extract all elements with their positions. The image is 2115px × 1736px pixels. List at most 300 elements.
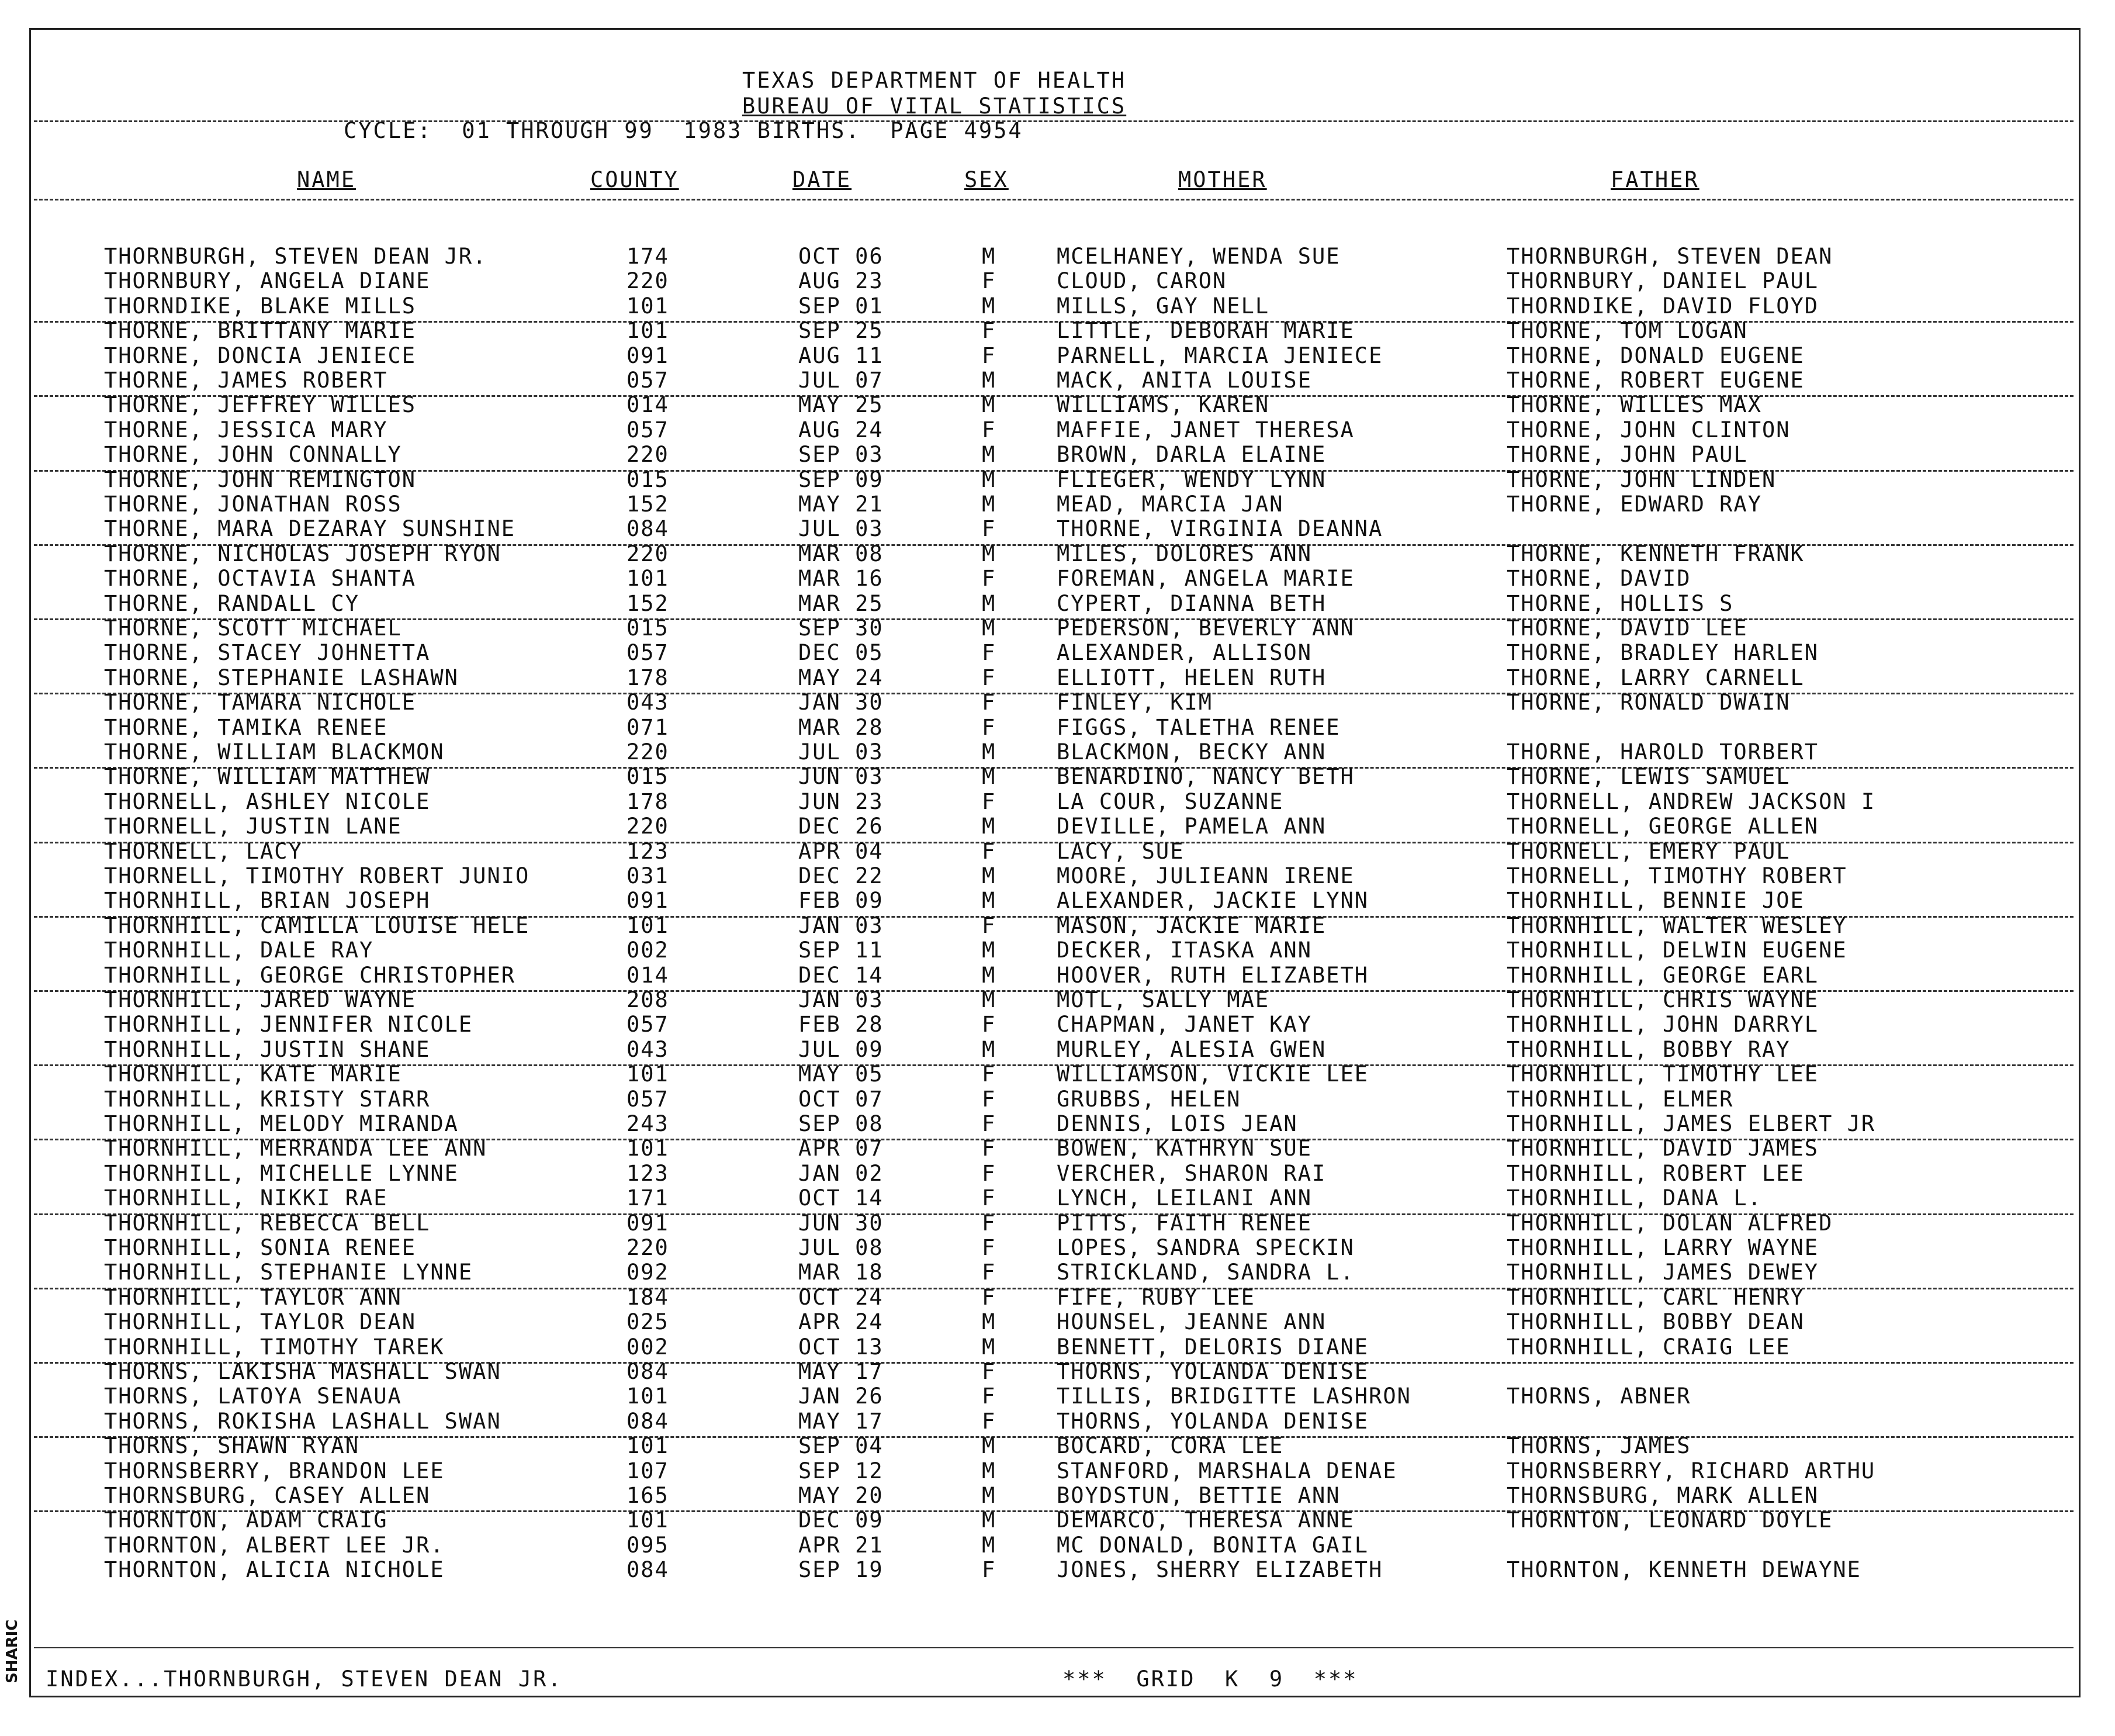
footer-grid-reference: *** GRID K 9 *** <box>1062 1666 1358 1692</box>
record-father: THORNE, JOHN PAUL <box>1507 442 1748 468</box>
column-header-date: DATE <box>792 167 852 192</box>
record-mother: DEVILLE, PAMELA ANN <box>1057 814 1327 839</box>
record-date: JUL 03 <box>798 516 884 542</box>
record-row <box>0 864 2115 888</box>
record-sex: M <box>982 938 996 963</box>
record-name: THORNHILL, KATE MARIE <box>104 1061 402 1087</box>
record-father: THORNE, LEWIS SAMUEL <box>1507 764 1791 790</box>
column-header-name: NAME <box>297 167 356 192</box>
record-row <box>0 666 2115 690</box>
header-bureau: BUREAU OF VITAL STATISTICS <box>742 94 1127 119</box>
record-row <box>0 1434 2115 1458</box>
record-father: THORNHILL, DAVID JAMES <box>1507 1136 1819 1161</box>
record-county: 107 <box>626 1458 669 1483</box>
record-father: THORNE, BRADLEY HARLEN <box>1507 640 1819 666</box>
record-date: SEP 30 <box>798 615 884 641</box>
record-county: 002 <box>626 1334 669 1360</box>
record-row <box>0 641 2115 665</box>
record-date: OCT 06 <box>798 244 884 269</box>
record-sex: F <box>982 838 996 864</box>
record-county: 031 <box>626 863 669 888</box>
record-row <box>0 988 2115 1012</box>
record-mother: STANFORD, MARSHALA DENAE <box>1057 1458 1397 1483</box>
record-row <box>0 244 2115 269</box>
record-name: THORNHILL, CAMILLA LOUISE HELE <box>104 912 530 938</box>
record-name: THORNHILL, MERRANDA LEE ANN <box>104 1136 487 1161</box>
record-sex: M <box>982 1433 996 1459</box>
record-row <box>0 1062 2115 1087</box>
record-mother: MOTL, SALLY MAE <box>1057 987 1270 1012</box>
record-date: AUG 11 <box>798 343 884 368</box>
record-sex: F <box>982 343 996 368</box>
record-row <box>0 1012 2115 1037</box>
record-sex: M <box>982 987 996 1012</box>
record-county: 208 <box>626 987 669 1012</box>
record-county: 220 <box>626 814 669 839</box>
footer-rule <box>34 1647 2074 1648</box>
record-name: THORNBURY, ANGELA DIANE <box>104 268 431 294</box>
record-name: THORNBURGH, STEVEN DEAN JR. <box>104 244 487 269</box>
record-date: SEP 09 <box>798 466 884 492</box>
record-sex: F <box>982 318 996 344</box>
record-name: THORNHILL, BRIAN JOSEPH <box>104 888 431 914</box>
record-father: THORNHILL, LARRY WAYNE <box>1507 1235 1819 1260</box>
record-mother: LOPES, SANDRA SPECKIN <box>1057 1235 1355 1260</box>
record-sex: M <box>982 1483 996 1508</box>
record-mother: LA COUR, SUZANNE <box>1057 789 1284 814</box>
record-date: SEP 04 <box>798 1433 884 1459</box>
record-sex: F <box>982 714 996 740</box>
record-date: MAY 05 <box>798 1061 884 1087</box>
record-county: 057 <box>626 417 669 442</box>
record-county: 174 <box>626 244 669 269</box>
record-county: 101 <box>626 1433 669 1459</box>
record-name: THORNE, JOHN CONNALLY <box>104 442 402 468</box>
record-mother: MEAD, MARCIA JAN <box>1057 492 1284 517</box>
record-mother: STRICKLAND, SANDRA L. <box>1057 1260 1355 1285</box>
record-row <box>0 344 2115 368</box>
record-name: THORNHILL, KRISTY STARR <box>104 1086 431 1112</box>
record-father: THORNHILL, BOBBY DEAN <box>1507 1309 1805 1335</box>
record-sex: M <box>982 962 996 988</box>
record-mother: CLOUD, CARON <box>1057 268 1227 294</box>
record-sex: F <box>982 1384 996 1409</box>
record-county: 123 <box>626 1160 669 1186</box>
record-name: THORNE, JAMES ROBERT <box>104 368 388 393</box>
record-mother: THORNS, YOLANDA DENISE <box>1057 1408 1369 1434</box>
record-father: THORNHILL, CHRIS WAYNE <box>1507 987 1819 1012</box>
record-sex: M <box>982 368 996 393</box>
record-name: THORNSBERRY, BRANDON LEE <box>104 1458 445 1483</box>
record-sex: F <box>982 690 996 715</box>
record-name: THORNELL, LACY <box>104 838 303 864</box>
record-date: SEP 01 <box>798 293 884 319</box>
record-date: JAN 02 <box>798 1160 884 1186</box>
record-date: JUN 23 <box>798 789 884 814</box>
record-mother: MACK, ANITA LOUISE <box>1057 368 1312 393</box>
record-sex: M <box>982 541 996 566</box>
record-county: 171 <box>626 1185 669 1211</box>
record-county: 101 <box>626 566 669 592</box>
record-name: THORNE, WILLIAM MATTHEW <box>104 764 431 790</box>
record-county: 084 <box>626 1359 669 1384</box>
record-row <box>0 1236 2115 1260</box>
record-date: OCT 24 <box>798 1284 884 1310</box>
record-father: THORNELL, GEORGE ALLEN <box>1507 814 1819 839</box>
record-row <box>0 566 2115 591</box>
record-date: OCT 13 <box>798 1334 884 1360</box>
record-row <box>0 1285 2115 1310</box>
record-date: MAR 25 <box>798 590 884 616</box>
record-sex: F <box>982 566 996 592</box>
record-mother: PITTS, FAITH RENEE <box>1057 1210 1312 1236</box>
record-mother: MILES, DOLORES ANN <box>1057 541 1312 566</box>
record-county: 002 <box>626 938 669 963</box>
record-mother: VERCHER, SHARON RAI <box>1057 1160 1327 1186</box>
record-date: DEC 22 <box>798 863 884 888</box>
record-date: JAN 03 <box>798 987 884 1012</box>
record-father: THORNHILL, TIMOTHY LEE <box>1507 1061 1819 1087</box>
record-county: 152 <box>626 590 669 616</box>
record-mother: BENNETT, DELORIS DIANE <box>1057 1334 1369 1360</box>
record-father: THORNHILL, DELWIN EUGENE <box>1507 938 1847 963</box>
record-date: AUG 24 <box>798 417 884 442</box>
record-mother: LITTLE, DEBORAH MARIE <box>1057 318 1355 344</box>
record-date: OCT 07 <box>798 1086 884 1112</box>
record-name: THORNHILL, TAYLOR ANN <box>104 1284 402 1310</box>
record-name: THORNE, BRITTANY MARIE <box>104 318 417 344</box>
record-name: THORNE, TAMARA NICHOLE <box>104 690 417 715</box>
column-header-mother: MOTHER <box>1178 167 1267 192</box>
record-sex: M <box>982 1036 996 1062</box>
record-county: 057 <box>626 1012 669 1038</box>
record-sex: M <box>982 466 996 492</box>
record-row <box>0 442 2115 467</box>
record-father: THORNE, LARRY CARNELL <box>1507 665 1805 690</box>
record-mother: BOWEN, KATHRYN SUE <box>1057 1136 1312 1161</box>
record-mother: GRUBBS, HELEN <box>1057 1086 1241 1112</box>
record-row <box>0 517 2115 541</box>
record-county: 014 <box>626 392 669 418</box>
record-county: 084 <box>626 1557 669 1583</box>
record-date: FEB 28 <box>798 1012 884 1038</box>
record-mother: BOYDSTUN, BETTIE ANN <box>1057 1483 1341 1508</box>
record-county: 101 <box>626 1136 669 1161</box>
record-father: THORNHILL, WALTER WESLEY <box>1507 912 1847 938</box>
record-name: THORNTON, ALICIA NICHOLE <box>104 1557 445 1583</box>
record-county: 014 <box>626 962 669 988</box>
record-county: 220 <box>626 268 669 294</box>
record-county: 178 <box>626 789 669 814</box>
record-sex: F <box>982 665 996 690</box>
record-county: 101 <box>626 318 669 344</box>
record-date: APR 04 <box>798 838 884 864</box>
record-name: THORNE, JONATHAN ROSS <box>104 492 402 517</box>
record-date: JUL 07 <box>798 368 884 393</box>
column-header-county: COUNTY <box>590 167 679 192</box>
record-father: THORNE, HAROLD TORBERT <box>1507 739 1819 765</box>
record-name: THORNE, WILLIAM BLACKMON <box>104 739 445 765</box>
record-date: APR 21 <box>798 1532 884 1558</box>
record-mother: MC DONALD, BONITA GAIL <box>1057 1532 1369 1558</box>
record-county: 015 <box>626 466 669 492</box>
record-county: 178 <box>626 665 669 690</box>
record-mother: PEDERSON, BEVERLY ANN <box>1057 615 1355 641</box>
record-date: JAN 26 <box>798 1384 884 1409</box>
record-mother: WILLIAMSON, VICKIE LEE <box>1057 1061 1369 1087</box>
record-father: THORNHILL, ELMER <box>1507 1086 1734 1112</box>
record-date: JUN 03 <box>798 764 884 790</box>
record-mother: MASON, JACKIE MARIE <box>1057 912 1327 938</box>
record-date: FEB 09 <box>798 888 884 914</box>
record-mother: FINLEY, KIM <box>1057 690 1213 715</box>
record-name: THORNDIKE, BLAKE MILLS <box>104 293 417 319</box>
record-name: THORNELL, JUSTIN LANE <box>104 814 402 839</box>
record-mother: DEMARCO, THERESA ANNE <box>1057 1507 1355 1533</box>
record-date: JUL 03 <box>798 739 884 765</box>
record-name: THORNS, SHAWN RYAN <box>104 1433 359 1459</box>
record-mother: FIGGS, TALETHA RENEE <box>1057 714 1341 740</box>
record-father: THORNE, ROBERT EUGENE <box>1507 368 1805 393</box>
record-county: 092 <box>626 1260 669 1285</box>
record-row <box>0 888 2115 913</box>
record-date: JUL 08 <box>798 1235 884 1260</box>
record-name: THORNE, RANDALL CY <box>104 590 359 616</box>
record-sex: M <box>982 1334 996 1360</box>
record-father: THORNHILL, JAMES ELBERT JR <box>1507 1111 1876 1136</box>
record-date: MAR 28 <box>798 714 884 740</box>
record-county: 152 <box>626 492 669 517</box>
record-sex: F <box>982 1210 996 1236</box>
record-name: THORNS, ROKISHA LASHALL SWAN <box>104 1408 501 1434</box>
record-name: THORNHILL, SONIA RENEE <box>104 1235 417 1260</box>
header-cycle: CYCLE: 01 THROUGH 99 1983 BIRTHS. PAGE 4954 <box>344 118 1023 143</box>
record-county: 220 <box>626 541 669 566</box>
record-name: THORNS, LATOYA SENAUA <box>104 1384 402 1409</box>
record-row <box>0 1335 2115 1360</box>
record-name: THORNSBURG, CASEY ALLEN <box>104 1483 431 1508</box>
record-name: THORNE, DONCIA JENIECE <box>104 343 417 368</box>
record-name: THORNE, OCTAVIA SHANTA <box>104 566 417 592</box>
record-father: THORNSBURG, MARK ALLEN <box>1507 1483 1819 1508</box>
record-mother: PARNELL, MARCIA JENIECE <box>1057 343 1383 368</box>
record-name: THORNE, MARA DEZARAY SUNSHINE <box>104 516 516 542</box>
record-name: THORNHILL, JARED WAYNE <box>104 987 417 1012</box>
record-date: MAR 16 <box>798 566 884 592</box>
header-department: TEXAS DEPARTMENT OF HEALTH <box>742 68 1127 93</box>
record-county: 220 <box>626 1235 669 1260</box>
record-county: 025 <box>626 1309 669 1335</box>
record-row <box>0 368 2115 393</box>
record-sex: F <box>982 1408 996 1434</box>
record-row <box>0 1112 2115 1136</box>
record-sex: F <box>982 789 996 814</box>
record-sex: M <box>982 1532 996 1558</box>
record-sex: M <box>982 392 996 418</box>
record-county: 015 <box>626 764 669 790</box>
record-county: 243 <box>626 1111 669 1136</box>
record-date: DEC 26 <box>798 814 884 839</box>
record-father: THORNE, JOHN CLINTON <box>1507 417 1791 442</box>
record-county: 095 <box>626 1532 669 1558</box>
record-county: 101 <box>626 1507 669 1533</box>
record-county: 057 <box>626 1086 669 1112</box>
record-county: 165 <box>626 1483 669 1508</box>
record-sex: M <box>982 1507 996 1533</box>
record-name: THORNE, JEFFREY WILLES <box>104 392 417 418</box>
record-father: THORNHILL, JOHN DARRYL <box>1507 1012 1819 1038</box>
record-father: THORNDIKE, DAVID FLOYD <box>1507 293 1819 319</box>
record-name: THORNE, STACEY JOHNETTA <box>104 640 431 666</box>
record-name: THORNHILL, JUSTIN SHANE <box>104 1036 431 1062</box>
record-mother: ALEXANDER, JACKIE LYNN <box>1057 888 1369 914</box>
record-father: THORNE, DAVID <box>1507 566 1691 592</box>
record-date: MAY 24 <box>798 665 884 690</box>
record-row <box>0 492 2115 517</box>
record-name: THORNHILL, MICHELLE LYNNE <box>104 1160 459 1186</box>
record-county: 123 <box>626 838 669 864</box>
record-father: THORNE, EDWARD RAY <box>1507 492 1762 517</box>
record-mother: FLIEGER, WENDY LYNN <box>1057 466 1327 492</box>
record-date: APR 24 <box>798 1309 884 1335</box>
record-name: THORNHILL, NIKKI RAE <box>104 1185 388 1211</box>
record-sex: F <box>982 268 996 294</box>
side-stamp: SHARIC <box>4 1619 21 1683</box>
record-mother: DENNIS, LOIS JEAN <box>1057 1111 1298 1136</box>
record-sex: F <box>982 1359 996 1384</box>
record-row <box>0 1384 2115 1409</box>
record-row <box>0 1533 2115 1558</box>
record-county: 184 <box>626 1284 669 1310</box>
record-sex: F <box>982 1235 996 1260</box>
record-father: THORNTON, LEONARD DOYLE <box>1507 1507 1833 1533</box>
record-row <box>0 393 2115 417</box>
record-sex: F <box>982 1086 996 1112</box>
record-sex: F <box>982 1557 996 1583</box>
record-father: THORNELL, EMERY PAUL <box>1507 838 1791 864</box>
record-sex: F <box>982 1136 996 1161</box>
record-county: 101 <box>626 1384 669 1409</box>
record-mother: MILLS, GAY NELL <box>1057 293 1270 319</box>
record-date: JAN 30 <box>798 690 884 715</box>
record-county: 084 <box>626 516 669 542</box>
record-row <box>0 715 2115 740</box>
record-county: 015 <box>626 615 669 641</box>
record-father: THORNE, DAVID LEE <box>1507 615 1748 641</box>
record-date: AUG 23 <box>798 268 884 294</box>
record-mother: BENARDINO, NANCY BETH <box>1057 764 1355 790</box>
record-row <box>0 1508 2115 1533</box>
record-father: THORNS, JAMES <box>1507 1433 1691 1459</box>
record-row <box>0 1038 2115 1062</box>
record-row <box>0 592 2115 616</box>
record-sex: F <box>982 1111 996 1136</box>
record-date: MAY 25 <box>798 392 884 418</box>
record-mother: CYPERT, DIANNA BETH <box>1057 590 1327 616</box>
record-father: THORNE, WILLES MAX <box>1507 392 1762 418</box>
record-row <box>0 690 2115 715</box>
record-date: SEP 25 <box>798 318 884 344</box>
record-father: THORNE, RONALD DWAIN <box>1507 690 1791 715</box>
record-father: THORNHILL, DOLAN ALFRED <box>1507 1210 1833 1236</box>
record-mother: THORNE, VIRGINIA DEANNA <box>1057 516 1383 542</box>
record-date: APR 07 <box>798 1136 884 1161</box>
record-row <box>0 468 2115 492</box>
record-date: DEC 14 <box>798 962 884 988</box>
record-county: 101 <box>626 1061 669 1087</box>
record-row <box>0 1558 2115 1582</box>
record-date: SEP 08 <box>798 1111 884 1136</box>
record-date: MAY 17 <box>798 1408 884 1434</box>
record-row <box>0 1483 2115 1508</box>
record-father: THORNHILL, CRAIG LEE <box>1507 1334 1791 1360</box>
record-sex: F <box>982 1061 996 1087</box>
record-county: 091 <box>626 888 669 914</box>
record-father: THORNTON, KENNETH DEWAYNE <box>1507 1557 1861 1583</box>
record-date: JUN 30 <box>798 1210 884 1236</box>
record-county: 057 <box>626 368 669 393</box>
record-sex: M <box>982 293 996 319</box>
record-date: MAY 17 <box>798 1359 884 1384</box>
record-sex: F <box>982 1160 996 1186</box>
record-row <box>0 1459 2115 1483</box>
record-name: THORNELL, ASHLEY NICOLE <box>104 789 431 814</box>
record-father: THORNHILL, BOBBY RAY <box>1507 1036 1791 1062</box>
record-mother: CHAPMAN, JANET KAY <box>1057 1012 1312 1038</box>
record-sex: F <box>982 1260 996 1285</box>
record-row <box>0 1087 2115 1112</box>
record-father: THORNE, KENNETH FRANK <box>1507 541 1805 566</box>
record-row <box>0 740 2115 765</box>
record-sex: M <box>982 888 996 914</box>
record-sex: M <box>982 1458 996 1483</box>
record-date: MAR 18 <box>798 1260 884 1285</box>
record-mother: MCELHANEY, WENDA SUE <box>1057 244 1341 269</box>
record-father: THORNBURGH, STEVEN DEAN <box>1507 244 1833 269</box>
record-name: THORNE, JOHN REMINGTON <box>104 466 417 492</box>
record-date: MAY 20 <box>798 1483 884 1508</box>
record-father: THORNELL, ANDREW JACKSON I <box>1507 789 1876 814</box>
record-father: THORNSBERRY, RICHARD ARTHU <box>1507 1458 1876 1483</box>
column-header-father: FATHER <box>1611 167 1699 192</box>
record-row <box>0 616 2115 641</box>
record-father: THORNHILL, ROBERT LEE <box>1507 1160 1805 1186</box>
record-father: THORNE, JOHN LINDEN <box>1507 466 1777 492</box>
record-name: THORNELL, TIMOTHY ROBERT JUNIO <box>104 863 530 888</box>
record-name: THORNE, JESSICA MARY <box>104 417 388 442</box>
record-mother: TILLIS, BRIDGITTE LASHRON <box>1057 1384 1411 1409</box>
record-row <box>0 319 2115 343</box>
record-sex: M <box>982 244 996 269</box>
record-name: THORNHILL, REBECCA BELL <box>104 1210 431 1236</box>
record-name: THORNE, NICHOLAS JOSEPH RYON <box>104 541 501 566</box>
record-row <box>0 765 2115 789</box>
record-date: JAN 03 <box>798 912 884 938</box>
record-sex: M <box>982 863 996 888</box>
record-mother: BLACKMON, BECKY ANN <box>1057 739 1327 765</box>
record-date: DEC 05 <box>798 640 884 666</box>
record-county: 101 <box>626 293 669 319</box>
record-county: 071 <box>626 714 669 740</box>
column-header-sex: SEX <box>964 167 1009 192</box>
record-date: OCT 14 <box>798 1185 884 1211</box>
record-name: THORNTON, ADAM CRAIG <box>104 1507 388 1533</box>
record-sex: M <box>982 814 996 839</box>
record-mother: DECKER, ITASKA ANN <box>1057 938 1312 963</box>
record-father: THORNS, ABNER <box>1507 1384 1691 1409</box>
record-name: THORNTON, ALBERT LEE JR. <box>104 1532 445 1558</box>
record-mother: HOUNSEL, JEANNE ANN <box>1057 1309 1327 1335</box>
